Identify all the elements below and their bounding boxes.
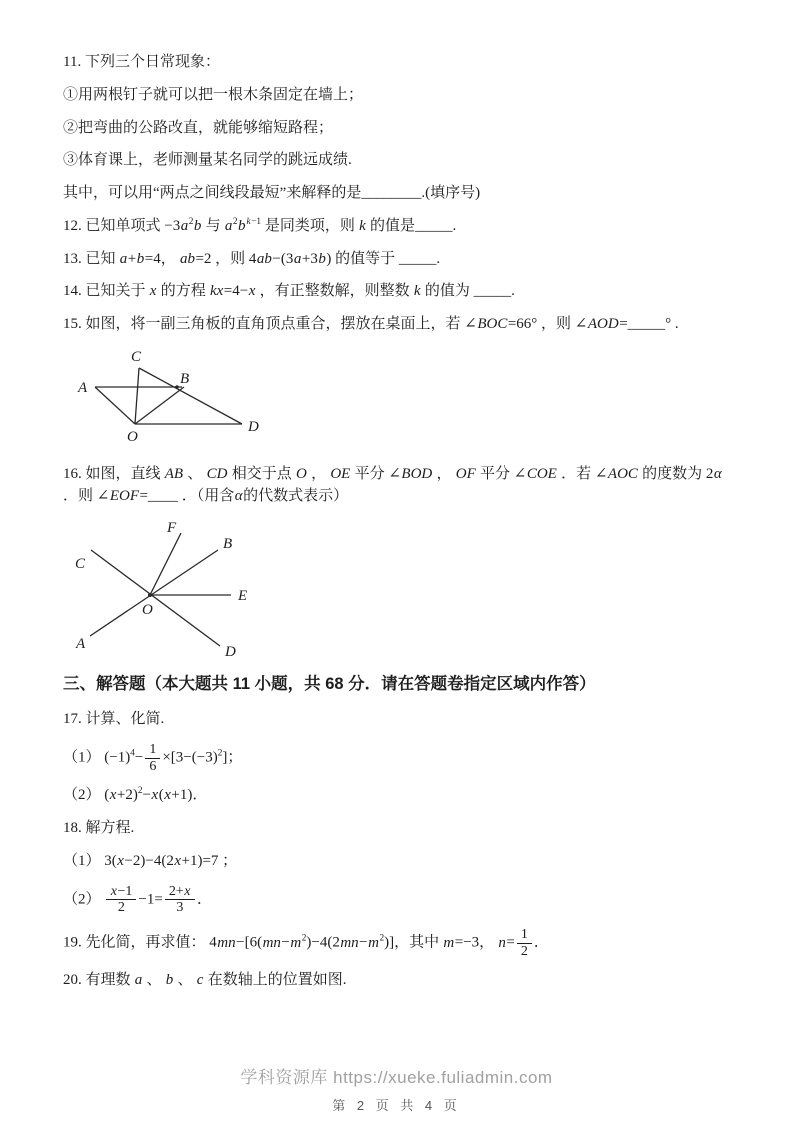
point-label-A: A bbox=[78, 379, 88, 396]
question-11-conclusion: 其中，可以用“两点之间线段最短”来解释的是________.(填序号) bbox=[63, 185, 481, 201]
question-14-text: 14. 已知关于 x 的方程 kx=4−x ，有正整数解，则整数 k 的值为 _____. bbox=[63, 283, 515, 300]
point-label-B: B bbox=[180, 370, 190, 387]
point-label-E: E bbox=[238, 588, 248, 605]
footer-watermark: 学科资源库 https://xueke.fuliadmin.com bbox=[240, 1068, 553, 1087]
question-13-text: 13. 已知 a+b=4， ab=2 ，则 4ab−(3a+3b) 的值等于 _____. bbox=[63, 250, 441, 267]
question-11-title: 11. 下列三个日常现象： bbox=[63, 54, 220, 70]
question-12-text: 12. 已知单项式 $-3a^2b$ 与 $a^2b^{k-1}$ 是同类项，则 k 的值是_____. bbox=[63, 216, 457, 234]
segment-CO bbox=[135, 368, 139, 424]
segment-CD bbox=[139, 368, 242, 424]
point-B-dot bbox=[175, 385, 179, 389]
point-O-dot bbox=[148, 593, 152, 597]
question-17-part-2: （2） $(x+2)^2-x(x+1)$． bbox=[63, 786, 208, 804]
footer-page-number: 第 2 页 共 4 页 bbox=[332, 1098, 461, 1113]
point-label-B: B bbox=[223, 536, 233, 553]
point-label-C: C bbox=[75, 556, 86, 573]
question-18-title: 18. 解方程. bbox=[63, 820, 135, 837]
question-11-item-3: ③体育课上，老师测量某名同学的跳远成绩. bbox=[63, 152, 352, 169]
segment-AO bbox=[95, 387, 135, 424]
question-17-title: 17. 计算、化简. bbox=[63, 711, 165, 728]
point-label-F: F bbox=[167, 520, 177, 537]
question-11-item-2: ②把弯曲的公路改直，就能够缩短路程； bbox=[63, 119, 334, 136]
point-label-D: D bbox=[248, 418, 259, 435]
point-label-C: C bbox=[131, 348, 142, 365]
point-label-D: D bbox=[225, 644, 236, 661]
point-label-O: O bbox=[142, 602, 153, 619]
point-label-O: O bbox=[127, 428, 138, 445]
question-11-item-1: ①用两根钉子就可以把一根木条固定在墙上； bbox=[63, 86, 364, 103]
line-CD bbox=[91, 550, 220, 646]
section-3-heading: 三、解答题（本大题共 11 小题，共 68 分．请在答题卷指定区域内作答） bbox=[63, 675, 596, 694]
question-20-text: 20. 有理数 a 、 b 、 c 在数轴上的位置如图. bbox=[63, 972, 347, 989]
segment-OB bbox=[135, 387, 184, 424]
question-18-part-1: （1） 3(x−2)−4(2x+1)=7 ； bbox=[63, 852, 238, 869]
question-17-part-1: （1） $(-1)^4-$ $\frac{1}{6}$ $\times[3-(-3)^2]$； bbox=[63, 742, 243, 774]
figure-question-16 bbox=[63, 518, 313, 660]
point-label-A: A bbox=[76, 636, 86, 653]
question-18-part-2: （2） $\frac{x-1}{2}$ −1= $\frac{2+x}{3}$ ． bbox=[63, 883, 212, 916]
question-16-text: 16. 如图，直线 AB 、 CD 相交于点 O ， OE 平分 ∠BOD ， OF 平分 ∠COE ．若 ∠AOC 的度数为 2α ．则 ∠EOF=____ ．（用含α的代数式表示） bbox=[63, 465, 722, 504]
question-19-text: 19. 先化简，再求值： $4mn-[6(mn-m^2)-4(2mn-m^2)]$，其中 m=−3， n= $\frac{1}{2}$ ． bbox=[63, 927, 549, 959]
question-15-text: 15. 如图，将一副三角板的直角顶点重合，摆放在桌面上，若 ∠BOC=66° ，则 ∠AOD=_____° . bbox=[63, 316, 679, 332]
figure-question-15 bbox=[67, 347, 277, 447]
